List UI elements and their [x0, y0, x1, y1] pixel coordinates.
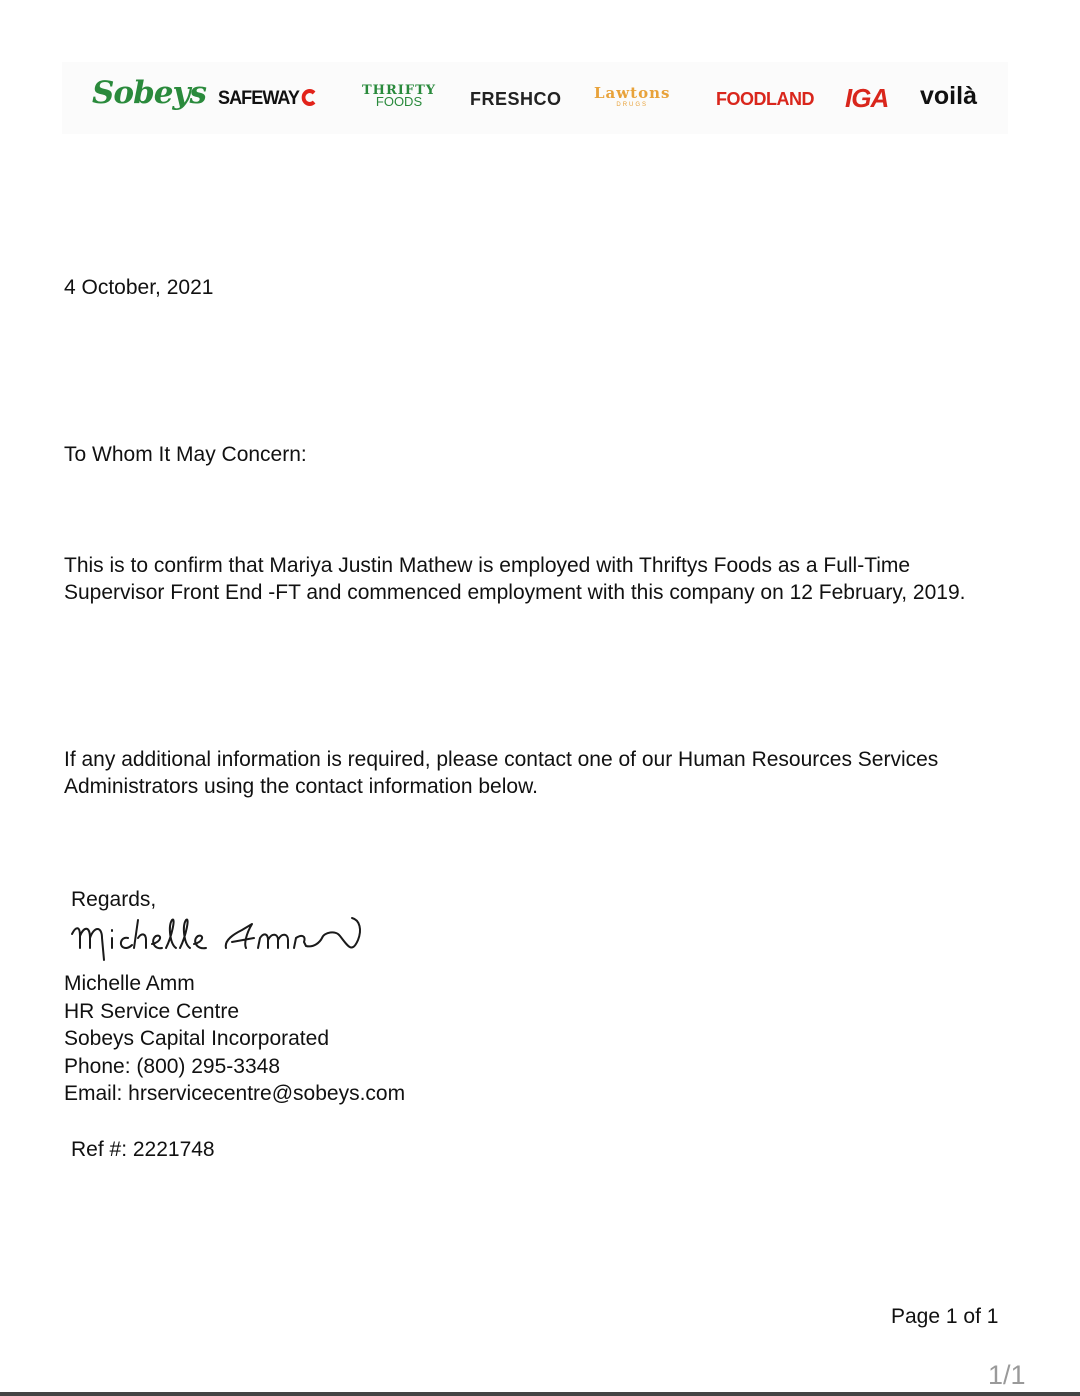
viewer-bottom-border: [0, 1392, 1080, 1396]
sender-name: Michelle Amm: [64, 972, 195, 995]
letter-closing: Regards,: [71, 888, 157, 911]
letter-date: 4 October, 2021: [64, 276, 214, 299]
lawtons-logo-line1: Lawtons: [594, 84, 671, 102]
lawtons-logo-line2: DRUGS: [616, 102, 649, 108]
sobeys-logo: Sobeys: [92, 75, 206, 111]
letter-salutation: To Whom It May Concern:: [64, 443, 307, 466]
reference-number: Ref #: 2221748: [71, 1138, 215, 1161]
sender-department: HR Service Centre: [64, 999, 240, 1023]
sender-phone: Phone: (800) 295-3348: [64, 1054, 280, 1078]
page-number-label: Page 1 of 1: [891, 1305, 999, 1328]
sender-company: Sobeys Capital Incorporated: [64, 1027, 329, 1050]
foodland-logo: FOODLAND: [716, 89, 814, 109]
handwritten-signature: [66, 912, 376, 968]
safeway-s-icon: [302, 89, 318, 106]
freshco-logo: FRESHCO: [470, 89, 562, 109]
sender-contact-block: [64, 970, 405, 1108]
thrifty-logo-line1: THRIFTY: [362, 83, 437, 98]
safeway-logo-text: SAFEWAY: [218, 88, 299, 109]
pdf-page-indicator: 1/1: [988, 1360, 1026, 1390]
brand-logo-strip: [62, 62, 1008, 134]
lawtons-logo: [594, 86, 670, 108]
safeway-logo: [218, 89, 318, 108]
thrifty-logo-line2: FOODS: [375, 94, 423, 109]
letter-body-paragraph-2: If any additional information is required, please contact one of our Human Resources Services Administrators using the contact information below.: [64, 748, 939, 798]
iga-logo: IGA: [845, 83, 889, 113]
sender-email: Email: hrservicecentre@sobeys.com: [64, 1082, 406, 1105]
thrifty-foods-logo: [362, 84, 436, 108]
voila-logo: voilà: [920, 82, 977, 110]
letter-body-paragraph-1: This is to confirm that Mariya Justin Mathew is employed with Thriftys Foods as a Full-Time Supervisor Front End -FT and commenced employment with this company on 12 February, 2019.: [64, 554, 966, 604]
